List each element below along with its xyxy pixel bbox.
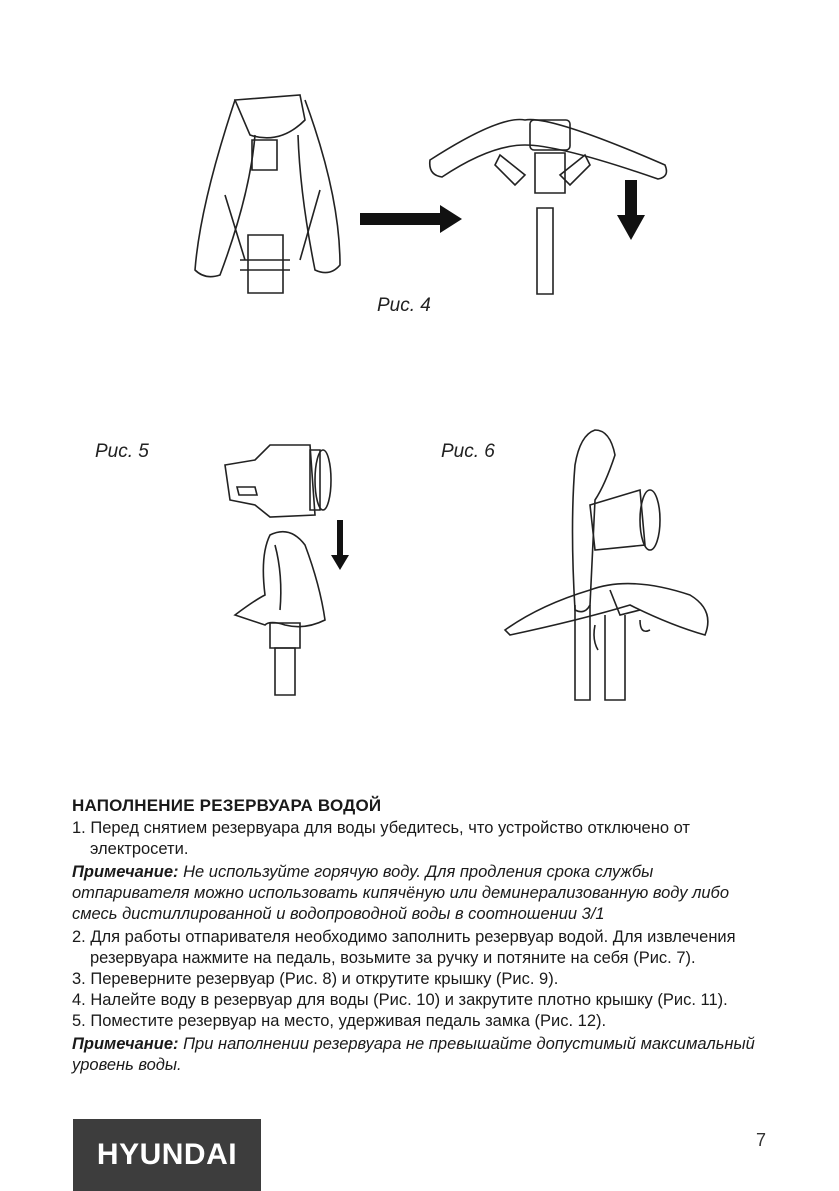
note-1-label: Примечание: xyxy=(72,863,179,881)
step-3: 3. Переверните резервуар (Рис. 8) и открутите крышку (Рис. 9). xyxy=(72,970,559,988)
step-5: 5. Поместите резервуар на место, удерживая педаль замка (Рис. 12). xyxy=(72,1012,607,1030)
section-heading: НАПОЛНЕНИЕ РЕЗЕРВУАРА ВОДОЙ xyxy=(72,796,382,815)
note-1 xyxy=(72,862,772,925)
hyundai-logo: HYUNDAI xyxy=(73,1119,261,1191)
figure-6-caption: Рис. 6 xyxy=(441,441,495,462)
note-2 xyxy=(72,1034,772,1076)
note-2-label: Примечание: xyxy=(72,1035,179,1053)
figure-4-illustration xyxy=(180,85,680,300)
figure-5-caption: Рис. 5 xyxy=(95,441,149,462)
step-4: 4. Налейте воду в резервуар для воды (Рис. 10) и закрутите плотно крышку (Рис. 11). xyxy=(72,991,728,1009)
note-2-text: При наполнении резервуара не превышайте допустимый максимальный уровень воды. xyxy=(72,1035,755,1074)
page-number: 7 xyxy=(756,1130,767,1150)
note-1-text: Не используйте горячую воду. Для продления срока службы отпаривателя можно использовать кипячёную или деминерализованную воду либо смесь дистиллированной и водопроводной воды в соотношении 3/1 xyxy=(72,863,730,923)
step-2: 2. Для работы отпаривателя необходимо заполнить резервуар водой. Для извлечения резервуара нажмите на педаль, возьмите за ручку и потяните на себя (Рис. 7). xyxy=(72,928,736,967)
instructions-section xyxy=(72,795,772,1078)
step-1: 1. Перед снятием резервуара для воды убедитесь, что устройство отключено от электросети. xyxy=(72,819,690,858)
figure-4-caption: Рис. 4 xyxy=(377,295,431,316)
figure-6-illustration xyxy=(500,425,735,710)
figure-5-illustration xyxy=(215,435,360,700)
